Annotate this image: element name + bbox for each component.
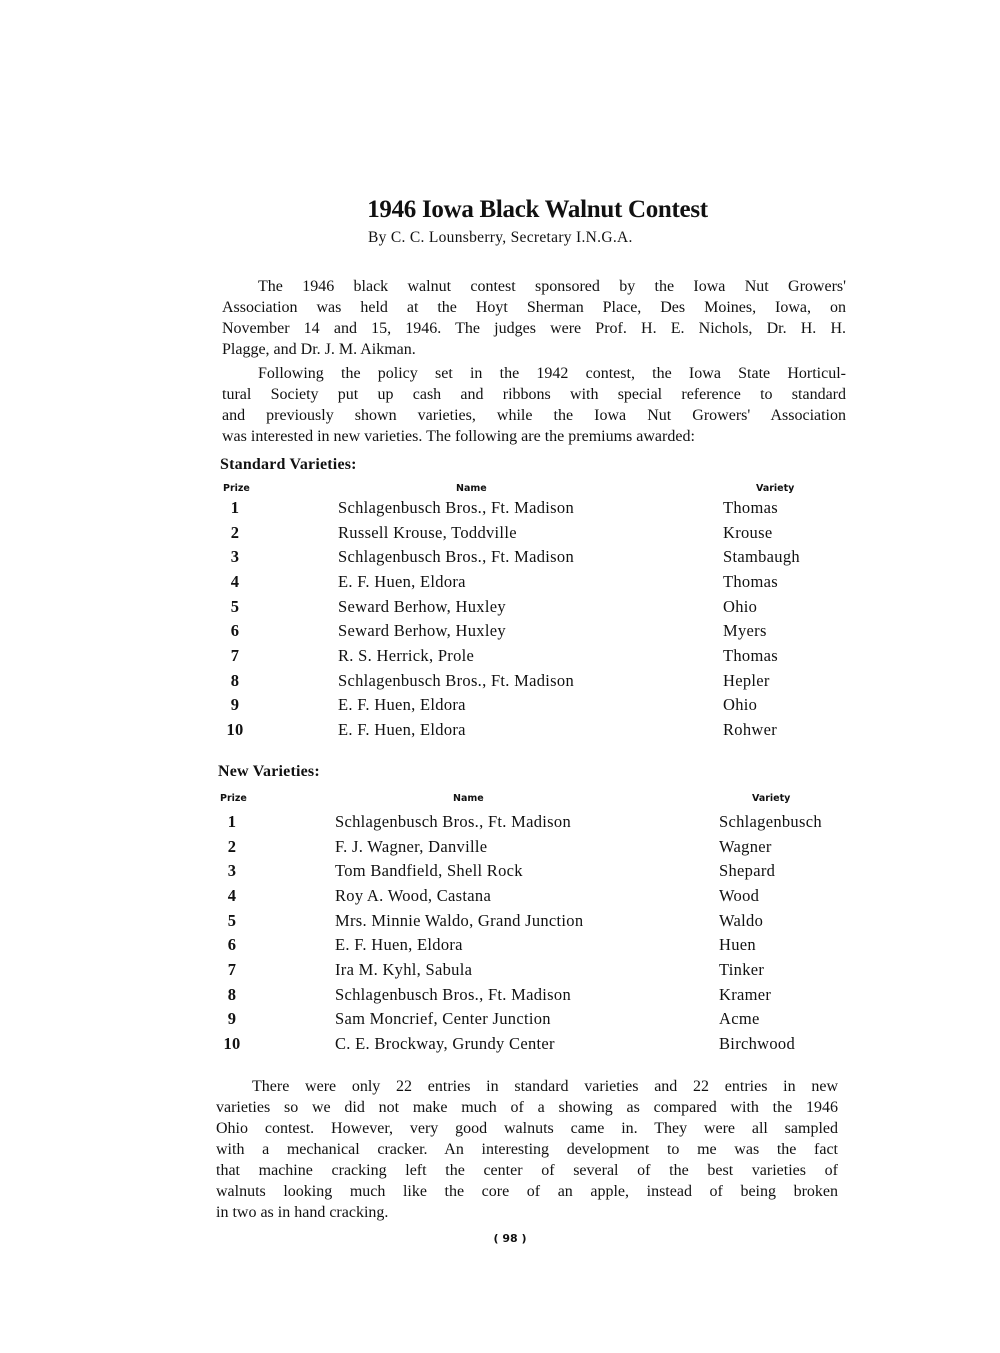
paragraph-line: and previously shown varieties, while the Iowa Nut Growers' Association	[222, 407, 846, 424]
cell-variety: Hepler	[723, 670, 770, 690]
cell-name: Seward Berhow, Huxley	[338, 621, 506, 641]
cell-prize: 8	[230, 670, 240, 690]
cell-name: Mrs. Minnie Waldo, Grand Junction	[335, 910, 584, 930]
paragraph-line: was interested in new varieties. The following are the premiums awarded:	[222, 428, 695, 445]
cell-variety: Shepard	[719, 861, 776, 881]
cell-variety: Krouse	[723, 522, 773, 542]
cell-name: Schlagenbusch Bros., Ft. Madison	[335, 812, 572, 831]
cell-name: Russell Krouse, Toddville	[338, 522, 517, 542]
cell-name: F. J. Wagner, Danville	[335, 836, 488, 856]
cell-prize: 10	[226, 719, 244, 739]
cell-prize: 7	[230, 645, 240, 665]
cell-name: Ira M. Kyhl, Sabula	[335, 959, 473, 979]
cell-variety: Tinker	[719, 959, 765, 979]
cell-variety: Huen	[719, 935, 756, 955]
paragraph-line: The 1946 black walnut contest sponsored by the Iowa Nut Growers'	[258, 278, 846, 295]
column-header-name: Name	[453, 793, 484, 804]
paragraph-line: Association was held at the Hoyt Sherman Place, Des Moines, Iowa, on	[222, 299, 846, 316]
cell-name: Roy A. Wood, Castana	[335, 885, 492, 905]
cell-name: Seward Berhow, Huxley	[338, 596, 506, 616]
cell-prize: 7	[227, 959, 237, 979]
paragraph-line: tural Society put up cash and ribbons with special reference to standard	[222, 386, 846, 403]
cell-prize: 6	[230, 621, 240, 641]
cell-name: Schlagenbusch Bros., Ft. Madison	[335, 984, 572, 1004]
intro-paragraph	[222, 276, 846, 360]
cell-prize: 6	[227, 935, 237, 955]
cell-name: E. F. Huen, Eldora	[338, 571, 466, 591]
cell-prize: 9	[230, 695, 240, 715]
cell-variety: Birchwood	[719, 1033, 796, 1053]
cell-variety: Waldo	[719, 910, 764, 930]
cell-variety: Thomas	[723, 571, 778, 591]
cell-prize: 4	[230, 571, 240, 591]
cell-variety: Wagner	[719, 836, 772, 856]
paragraph-line: November 14 and 15, 1946. The judges were Prof. H. E. Nichols, Dr. H. H.	[222, 320, 846, 337]
cell-prize: 3	[230, 547, 240, 567]
column-header-prize: Prize	[223, 483, 250, 494]
cell-name: Schlagenbusch Bros., Ft. Madison	[338, 498, 575, 517]
closing-paragraph	[216, 1076, 838, 1223]
paragraph-line: that machine cracking left the center of several of the best varieties of	[216, 1162, 838, 1179]
cell-variety: Myers	[723, 621, 767, 641]
cell-name: Tom Bandfield, Shell Rock	[335, 861, 523, 881]
cell-prize: 5	[227, 910, 237, 930]
paragraph-line: Following the policy set in the 1942 contest, the Iowa State Horticul-	[258, 365, 846, 382]
cell-name: E. F. Huen, Eldora	[338, 719, 466, 739]
cell-prize: 8	[227, 984, 237, 1004]
cell-name: Schlagenbusch Bros., Ft. Madison	[338, 670, 575, 690]
paragraph-line: Plagge, and Dr. J. M. Aikman.	[222, 341, 416, 358]
cell-prize: 2	[227, 836, 237, 856]
paragraph-line: varieties so we did not make much of a showing as compared with the 1946	[216, 1099, 838, 1116]
paragraph-line: with a mechanical cracker. An interesting development to me was the fact	[216, 1141, 838, 1158]
cell-prize: 3	[227, 861, 237, 881]
cell-name: R. S. Herrick, Prole	[338, 645, 475, 665]
new-varieties-heading: New Varieties:	[218, 763, 320, 780]
cell-name: E. F. Huen, Eldora	[338, 695, 466, 715]
column-header-prize: Prize	[220, 793, 247, 804]
cell-variety: Acme	[719, 1009, 760, 1029]
paragraph-line: in two as in hand cracking.	[216, 1204, 389, 1221]
column-header-variety: Variety	[756, 483, 795, 494]
cell-variety: Thomas	[723, 498, 778, 517]
cell-prize: 4	[227, 885, 237, 905]
cell-variety: Ohio	[723, 596, 758, 616]
cell-prize: 1	[227, 812, 237, 831]
paragraph-line: There were only 22 entries in standard varieties and 22 entries in new	[252, 1078, 838, 1095]
policy-paragraph	[222, 363, 846, 447]
byline: By C. C. Lounsberry, Secretary I.N.G.A.	[368, 229, 633, 246]
column-header-name: Name	[456, 483, 487, 494]
cell-prize: 2	[230, 522, 240, 542]
article-title: 1946 Iowa Black Walnut Contest	[367, 196, 708, 223]
cell-variety: Rohwer	[723, 719, 778, 739]
standard-varieties-heading: Standard Varieties:	[220, 456, 357, 473]
cell-variety: Stambaugh	[723, 547, 800, 567]
cell-prize: 5	[230, 596, 240, 616]
cell-variety: Kramer	[719, 984, 772, 1004]
cell-name: E. F. Huen, Eldora	[335, 935, 463, 955]
paragraph-line: walnuts looking much like the core of an apple, instead of being broken	[216, 1183, 838, 1200]
cell-name: C. E. Brockway, Grundy Center	[335, 1033, 555, 1053]
cell-prize: 1	[230, 498, 240, 517]
page-number: ( 98 )	[493, 1232, 527, 1245]
cell-variety: Thomas	[723, 645, 778, 665]
cell-name: Schlagenbusch Bros., Ft. Madison	[338, 547, 575, 567]
cell-prize: 9	[227, 1009, 237, 1029]
cell-variety: Schlagenbusch	[719, 812, 822, 831]
cell-variety: Wood	[719, 885, 760, 905]
cell-variety: Ohio	[723, 695, 758, 715]
cell-name: Sam Moncrief, Center Junction	[335, 1009, 551, 1029]
cell-prize: 10	[223, 1033, 241, 1053]
paragraph-line: Ohio contest. However, very good walnuts came in. They were all sampled	[216, 1120, 838, 1137]
column-header-variety: Variety	[752, 793, 791, 804]
